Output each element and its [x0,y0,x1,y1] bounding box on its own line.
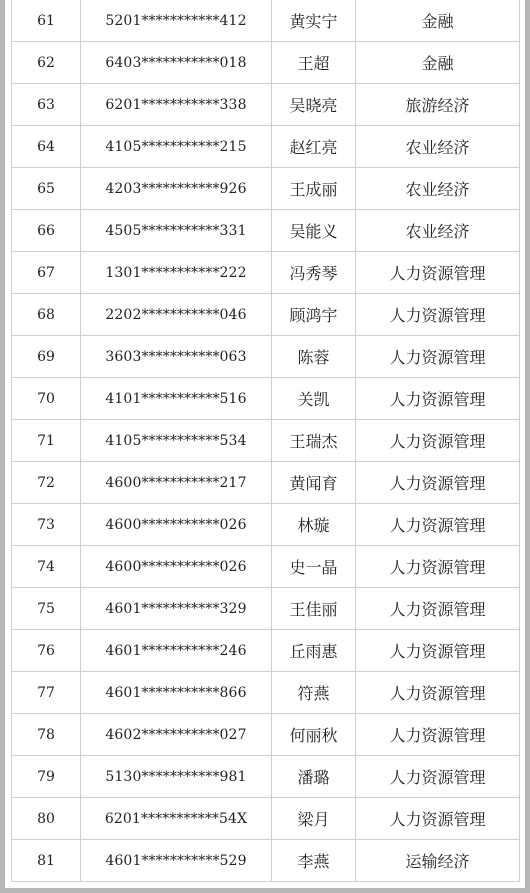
major-cell: 人力资源管理 [356,336,520,378]
row-number-cell: 62 [12,42,81,84]
major-cell: 农业经济 [356,168,520,210]
row-number-cell: 73 [12,504,81,546]
row-number-cell: 79 [12,756,81,798]
table-row [12,420,520,462]
row-number-cell: 75 [12,588,81,630]
name-cell: 王成丽 [272,168,356,210]
name-cell: 王超 [272,42,356,84]
table-row [12,504,520,546]
id-number-cell: 5130***********981 [81,756,272,798]
table-row [12,588,520,630]
table-body [12,0,520,882]
name-cell: 王瑞杰 [272,420,356,462]
id-number-cell: 4600***********026 [81,546,272,588]
id-number-cell: 4505***********331 [81,210,272,252]
table-row [12,168,520,210]
major-cell: 人力资源管理 [356,546,520,588]
table-row [12,630,520,672]
name-cell: 潘璐 [272,756,356,798]
table-row [12,84,520,126]
major-cell: 运输经济 [356,840,520,882]
major-cell: 人力资源管理 [356,714,520,756]
row-number-cell: 66 [12,210,81,252]
table-row [12,672,520,714]
name-cell: 陈蓉 [272,336,356,378]
name-cell: 丘雨惠 [272,630,356,672]
row-number-cell: 67 [12,252,81,294]
row-number-cell: 70 [12,378,81,420]
name-cell: 符燕 [272,672,356,714]
table-row [12,756,520,798]
name-cell: 梁月 [272,798,356,840]
major-cell: 人力资源管理 [356,630,520,672]
table-row [12,42,520,84]
major-cell: 人力资源管理 [356,504,520,546]
id-number-cell: 4600***********026 [81,504,272,546]
row-number-cell: 71 [12,420,81,462]
major-cell: 人力资源管理 [356,420,520,462]
name-cell: 林璇 [272,504,356,546]
table-row [12,210,520,252]
row-number-cell: 72 [12,462,81,504]
id-number-cell: 1301***********222 [81,252,272,294]
row-number-cell: 81 [12,840,81,882]
row-number-cell: 61 [12,0,81,42]
table-row [12,840,520,882]
name-cell: 史一晶 [272,546,356,588]
id-number-cell: 4105***********215 [81,126,272,168]
name-cell: 赵红亮 [272,126,356,168]
major-cell: 农业经济 [356,210,520,252]
id-number-cell: 6403***********018 [81,42,272,84]
major-cell: 旅游经济 [356,84,520,126]
major-cell: 人力资源管理 [356,798,520,840]
row-number-cell: 65 [12,168,81,210]
student-table [11,0,520,882]
id-number-cell: 4601***********246 [81,630,272,672]
table-row [12,378,520,420]
major-cell: 人力资源管理 [356,672,520,714]
row-number-cell: 64 [12,126,81,168]
name-cell: 顾鸿宇 [272,294,356,336]
row-number-cell: 80 [12,798,81,840]
table-row [12,462,520,504]
major-cell: 人力资源管理 [356,252,520,294]
row-number-cell: 78 [12,714,81,756]
name-cell: 李燕 [272,840,356,882]
name-cell: 吴能义 [272,210,356,252]
id-number-cell: 3603***********063 [81,336,272,378]
id-number-cell: 6201***********338 [81,84,272,126]
row-number-cell: 77 [12,672,81,714]
major-cell: 人力资源管理 [356,588,520,630]
id-number-cell: 4101***********516 [81,378,272,420]
major-cell: 农业经济 [356,126,520,168]
table-row [12,336,520,378]
name-cell: 黄闻育 [272,462,356,504]
table-row [12,546,520,588]
table-row [12,294,520,336]
table-row [12,714,520,756]
name-cell: 何丽秋 [272,714,356,756]
name-cell: 王佳丽 [272,588,356,630]
row-number-cell: 74 [12,546,81,588]
id-number-cell: 4601***********866 [81,672,272,714]
id-number-cell: 6201***********54X [81,798,272,840]
table-row [12,126,520,168]
row-number-cell: 68 [12,294,81,336]
id-number-cell: 2202***********046 [81,294,272,336]
name-cell: 关凯 [272,378,356,420]
id-number-cell: 5201***********412 [81,0,272,42]
major-cell: 人力资源管理 [356,756,520,798]
name-cell: 吴晓亮 [272,84,356,126]
id-number-cell: 4601***********329 [81,588,272,630]
row-number-cell: 63 [12,84,81,126]
id-number-cell: 4602***********027 [81,714,272,756]
row-number-cell: 76 [12,630,81,672]
id-number-cell: 4203***********926 [81,168,272,210]
major-cell: 人力资源管理 [356,462,520,504]
id-number-cell: 4601***********529 [81,840,272,882]
name-cell: 冯秀琴 [272,252,356,294]
id-number-cell: 4600***********217 [81,462,272,504]
major-cell: 人力资源管理 [356,378,520,420]
row-number-cell: 69 [12,336,81,378]
table-row [12,252,520,294]
major-cell: 金融 [356,0,520,42]
major-cell: 金融 [356,42,520,84]
id-number-cell: 4105***********534 [81,420,272,462]
name-cell: 黄实宁 [272,0,356,42]
major-cell: 人力资源管理 [356,294,520,336]
table-row [12,0,520,42]
table-row [12,798,520,840]
